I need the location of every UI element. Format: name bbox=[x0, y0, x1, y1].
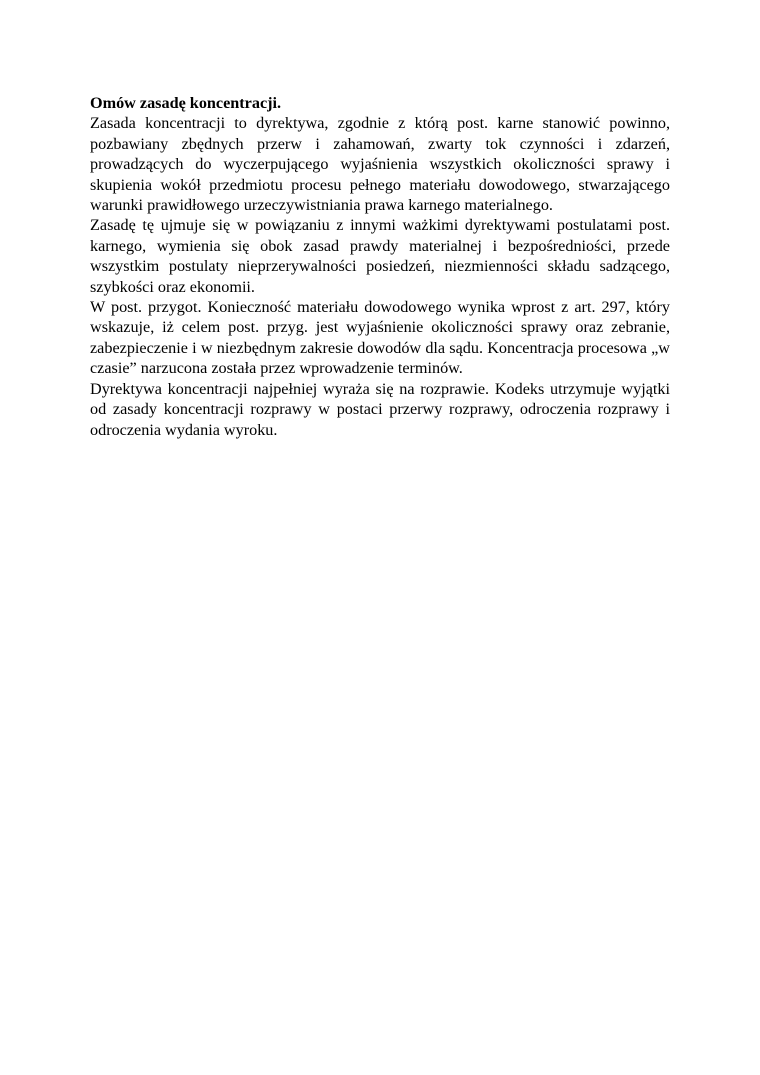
document-page bbox=[90, 93, 670, 440]
paragraph-trial-exceptions: Dyrektywa koncentracji najpełniej wyraża się na rozprawie. Kodeks utrzymuje wyjątki od zasady koncentracji rozprawy w postaci przerwy rozprawy, odroczenia rozprawy i odroczenia wydania wyroku. bbox=[90, 379, 670, 439]
paragraph-related-principles: Zasadę tę ujmuje się w powiązaniu z innymi ważkimi dyrektywami postulatami post. karnego, wymienia się obok zasad prawdy materialnej i bezpośredniości, przede wszystkim postulaty nieprzerywalności posiedzeń, niezmienności składu sadzącego, szybkości oraz ekonomii. bbox=[90, 216, 670, 296]
paragraph-preparatory-proceedings: W post. przygot. Konieczność materiału dowodowego wynika wprost z art. 297, który wskazuje, iż celem post. przyg. jest wyjaśnienie okoliczności sprawy oraz zebranie, zabezpieczenie i w niezbędnym zakresie dowodów dla sądu. Koncentracja procesowa „w czasie” narzucona została przez wprowadzenie terminów. bbox=[90, 298, 670, 378]
document-title: Omów zasadę koncentracji. bbox=[90, 94, 282, 112]
paragraph-definition: Zasada koncentracji to dyrektywa, zgodnie z którą post. karne stanowić powinno, pozbawiany zbędnych przerw i zahamowań, zwarty tok czynności i zdarzeń, prowadzących do wyczerpującego wyjaśnienia wszystkich okoliczności sprawy i skupienia wokół przedmiotu procesu pełnego materiału dowodowego, stwarzającego warunki prawidłowego urzeczywistniania prawa karnego materialnego. bbox=[90, 114, 670, 215]
